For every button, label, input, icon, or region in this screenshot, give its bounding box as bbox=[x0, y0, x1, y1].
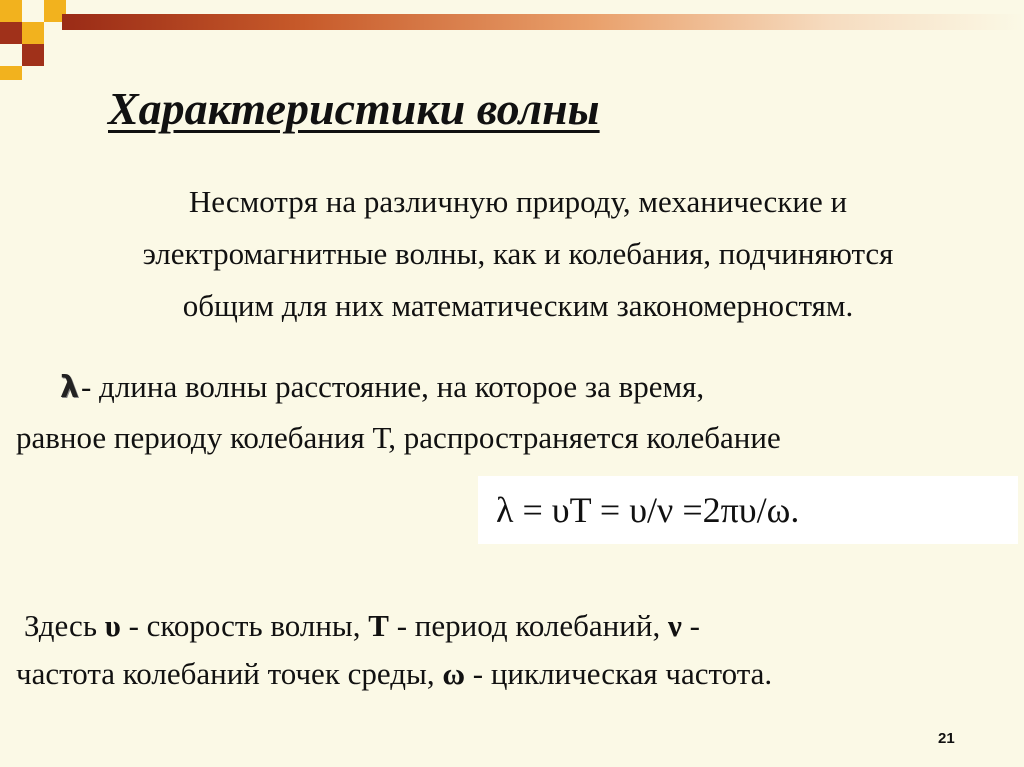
wavelength-formula: λ = υT = υ/ν =2πυ/ω. bbox=[496, 490, 800, 530]
notes-line bbox=[16, 650, 1020, 698]
period-text: - период колебаний, bbox=[388, 608, 668, 643]
omega-text: - циклическая частота. bbox=[465, 656, 773, 691]
wavelength-definition bbox=[16, 362, 1020, 463]
definition-text: - длина волны расстояние, на которое за время, bbox=[80, 369, 705, 404]
decor-square bbox=[0, 66, 22, 80]
header-gradient-bar bbox=[62, 14, 1024, 30]
frequency-dash: - bbox=[681, 608, 700, 643]
definition-line bbox=[16, 362, 1020, 413]
definition-line: равное периоду колебания Т, распространяется колебание bbox=[16, 420, 781, 455]
notation-notes bbox=[16, 602, 1020, 698]
decor-square bbox=[0, 22, 22, 44]
formula-box bbox=[478, 476, 1018, 544]
decor-square bbox=[0, 0, 22, 22]
decor-square bbox=[22, 0, 44, 22]
omega-symbol: ω bbox=[442, 656, 466, 691]
intro-line: электромагнитные волны, как и колебания, подчиняются bbox=[142, 236, 894, 271]
period-symbol: Т bbox=[368, 608, 389, 643]
frequency-text: частота колебаний точек среды, bbox=[16, 656, 443, 691]
page-number: 21 bbox=[938, 730, 955, 747]
frequency-symbol: ν bbox=[667, 608, 682, 643]
decor-square bbox=[22, 22, 44, 44]
intro-line: общим для них математическим закономерностям. bbox=[182, 288, 854, 323]
decor-square bbox=[22, 44, 44, 66]
lambda-symbol: λ bbox=[60, 370, 79, 405]
slide-title: Характеристики волны bbox=[108, 83, 600, 134]
velocity-text: - скорость волны, bbox=[120, 608, 369, 643]
notes-prefix: Здесь bbox=[24, 608, 105, 643]
decor-square bbox=[0, 44, 22, 66]
intro-line: Несмотря на различную природу, механические и bbox=[188, 184, 848, 219]
notes-line bbox=[16, 602, 1020, 650]
velocity-symbol: υ bbox=[104, 608, 121, 643]
intro-paragraph bbox=[20, 176, 1016, 332]
